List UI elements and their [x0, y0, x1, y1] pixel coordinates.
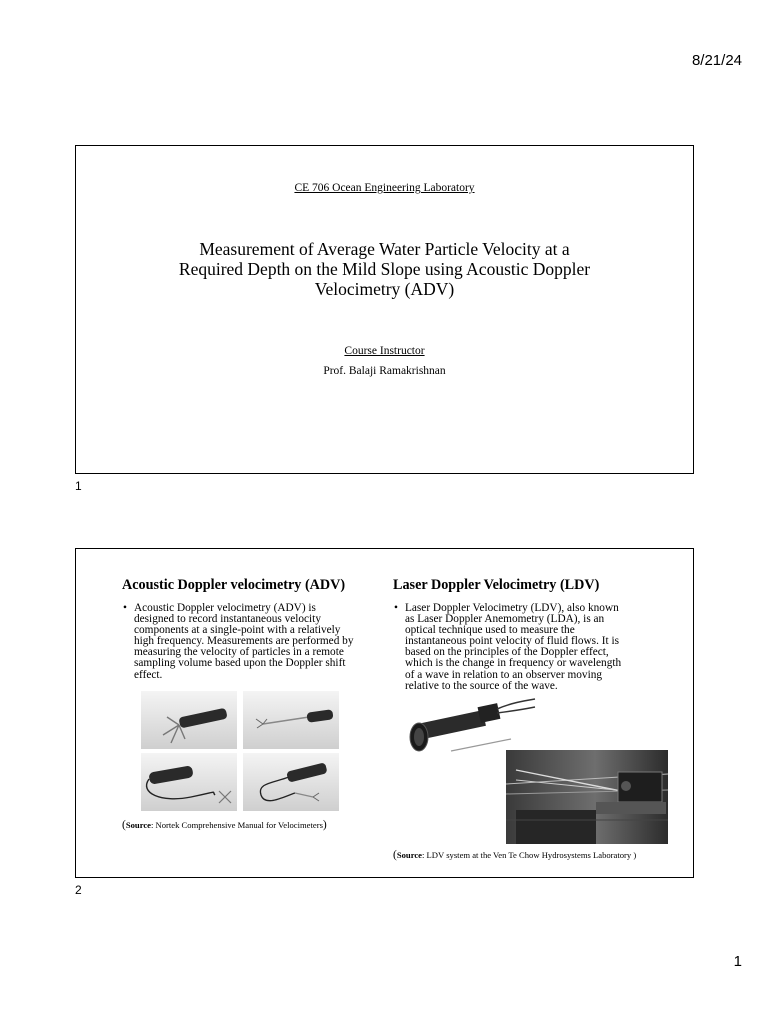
slide-2 — [75, 548, 694, 878]
adv-bullet-text — [134, 603, 353, 681]
text-line: instantaneous point velocity of fluid flows. It is — [405, 635, 619, 648]
ldv-bullet — [393, 603, 661, 692]
slide-1 — [75, 145, 694, 474]
text-line: which is the change in frequency or wavelength — [405, 657, 622, 670]
instructor-name: Prof. Balaji Ramakrishnan — [323, 365, 446, 377]
source-label: Source — [125, 820, 151, 830]
paren: ( — [122, 819, 126, 831]
ldv-source-caption — [393, 849, 636, 861]
slide-number: 2 — [75, 883, 82, 897]
text-line: relative to the source of the wave. — [405, 679, 558, 692]
source-text: : LDV system at the Ven Te Chow Hydrosystems Laboratory ) — [422, 850, 637, 860]
text-line: of a wave in relation to an observer moving — [405, 668, 603, 681]
page-date: 8/21/24 — [691, 52, 742, 69]
adv-bullet — [122, 603, 378, 681]
source-text: : Nortek Comprehensive Manual for Velocimeters — [151, 820, 323, 830]
ldv-bullet-text — [405, 603, 621, 692]
slide-title-line: Velocimetry (ADV) — [314, 279, 455, 299]
adv-heading: Acoustic Doppler velocimetry (ADV) — [122, 577, 346, 593]
bullet-icon: • — [123, 602, 127, 614]
text-line: measuring the velocity of particles in a remote — [134, 646, 344, 659]
ldv-lab-photo — [506, 750, 668, 844]
ldv-probe-photo — [401, 695, 536, 755]
paren: ( — [393, 849, 397, 861]
text-line: optical technique used to measure the — [405, 624, 575, 637]
adv-probe-photo — [243, 753, 339, 811]
source-label: Source — [396, 850, 422, 860]
slide-number: 1 — [75, 479, 82, 493]
slide-title — [136, 239, 633, 299]
text-line: high frequency. Measurements are performed by — [134, 635, 354, 648]
paren: ) — [322, 819, 327, 831]
text-line: effect. — [134, 668, 163, 681]
slide-title-line: Measurement of Average Water Particle Velocity at a — [199, 239, 570, 259]
adv-probe-photo — [141, 691, 237, 749]
ldv-heading: Laser Doppler Velocimetry (LDV) — [393, 577, 600, 593]
adv-probe-photo — [243, 691, 339, 749]
adv-column — [122, 577, 378, 681]
adv-photo-grid — [141, 691, 339, 811]
adv-probe-photo — [141, 753, 237, 811]
ldv-column — [393, 577, 661, 692]
text-line: components at a single-point with a relatively — [134, 624, 341, 637]
text-line: sampling volume based upon the Doppler shift — [134, 657, 346, 670]
course-title: CE 706 Ocean Engineering Laboratory — [294, 182, 475, 194]
adv-source-caption — [122, 819, 327, 831]
slide-title-line: Required Depth on the Mild Slope using Acoustic Doppler — [178, 259, 591, 279]
bullet-icon: • — [394, 602, 398, 614]
text-line: Laser Doppler Velocimetry (LDV), also known — [405, 602, 619, 614]
page-number: 1 — [733, 953, 742, 970]
text-line: based on the principles of the Doppler effect, — [405, 646, 609, 659]
instructor-label: Course Instructor — [344, 345, 425, 357]
text-line: as Laser Doppler Anemometry (LDA), is an — [405, 613, 605, 626]
text-line: designed to record instantaneous velocity — [134, 613, 321, 626]
text-line: Acoustic Doppler velocimetry (ADV) is — [134, 602, 316, 614]
